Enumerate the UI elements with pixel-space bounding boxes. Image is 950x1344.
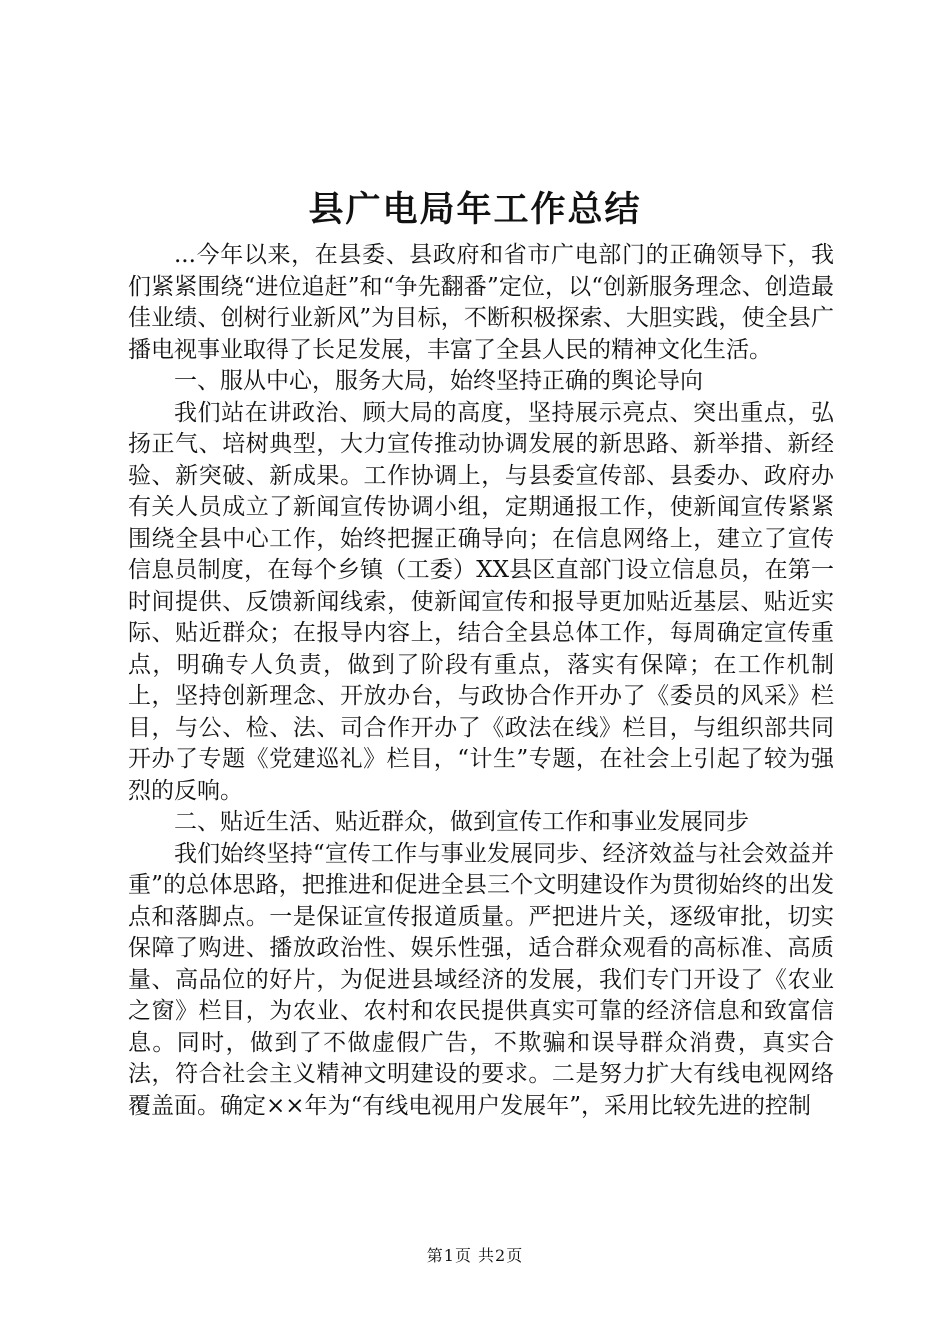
page-number-footer: 第1页 共2页 bbox=[426, 1246, 524, 1265]
section-heading-2: 二、贴近生活、贴近群众，做到宣传工作和事业发展同步 bbox=[174, 809, 749, 835]
section-1-paragraph: 我们站在讲政治、顾大局的高度，坚持展示亮点、突出重点，弘扬正气、培树典型，大力宣传推动协调发展的新思路、新举措、新经验、新突破、新成果。工作协调上，与县委宣传部、县委办、政府办有关人员成立了新闻宣传协调小组，定期通报工作，使新闻宣传紧紧围绕全县中心工作，始终把握正确导向；在信息网络上，建立了宣传信息员制度，在每个乡镇（工委）XX县区直部门设立信息员，在第一时间提供、反馈新闻线索，使新闻宣传和报导更加贴近基层、贴近实际、贴近群众；在报导内容上，结合全县总体工作，每周确定宣传重点，明确专人负责，做到了阶段有重点，落实有保障；在工作机制上，坚持创新理念、开放办台，与政协合作开办了《委员的风采》栏目，与公、检、法、司合作开办了《政法在线》栏目，与组织部共同开办了专题《党建巡礼》栏目，“计生”专题，在社会上引起了较为强烈的反响。 bbox=[128, 399, 834, 804]
intro-paragraph: ...今年以来，在县委、县政府和省市广电部门的正确领导下，我们紧紧围绕“进位追赶”和“争先翻番”定位，以“创新服务理念、创造最佳业绩、创树行业新风”为目标，不断积极探索、大胆实践，使全县广播电视事业取得了长足发展，丰富了全县人民的精神文化生活。 bbox=[128, 242, 834, 363]
section-2-paragraph: 我们始终坚持“宣传工作与事业发展同步、经济效益与社会效益并重”的总体思路，把推进和促进全县三个文明建设作为贯彻始终的出发点和落脚点。一是保证宣传报道质量。严把进片关，逐级审批，切实保障了购进、播放政治性、娱乐性强，适合群众观看的高标准、高质量、高品位的好片，为促进县域经济的发展，我们专门开设了《农业之窗》栏目，为农业、农村和农民提供真实可靠的经济信息和致富信息。同时，做到了不做虚假广告，不欺骗和误导群众消费，真实合法，符合社会主义精神文明建设的要求。二是努力扩大有线电视网络覆盖面。确定××年为“有线电视用户发展年”，采用比较先进的控制 bbox=[128, 840, 834, 1119]
section-heading-1: 一、服从中心，服务大局，始终坚持正确的舆论导向 bbox=[174, 368, 703, 394]
document-title: 县广电局年工作总结 bbox=[308, 189, 642, 230]
document-body bbox=[128, 240, 834, 1122]
